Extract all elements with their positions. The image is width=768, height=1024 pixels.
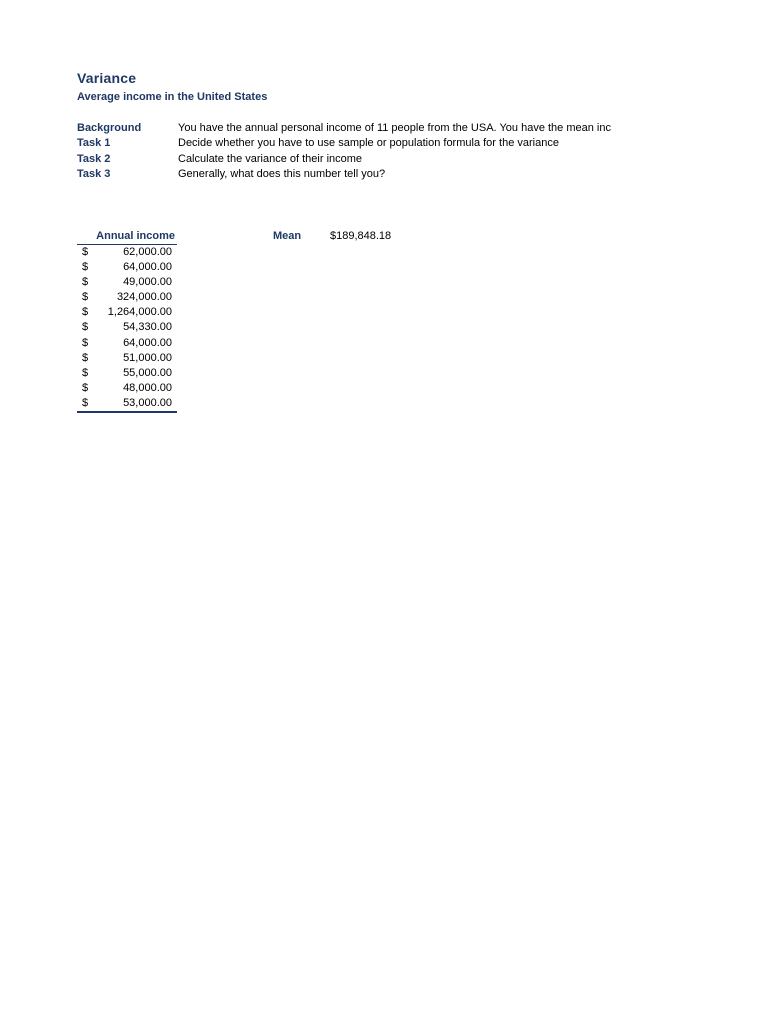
task-text: Generally, what does this number tell you? [178,168,386,180]
currency-symbol: $ [82,306,89,319]
income-amount: 324,000.00 [116,291,172,304]
income-amount: 55,000.00 [123,366,172,379]
income-row [77,336,177,351]
income-row [77,381,177,396]
income-amount: 51,000.00 [123,351,172,364]
currency-symbol: $ [82,291,89,304]
income-row [77,351,177,366]
income-amount: 64,000.00 [123,336,172,349]
income-row [77,245,177,260]
page-subtitle: Average income in the United States [77,91,268,103]
task-text: You have the annual personal income of 11 people from the USA. You have the mean inc [178,122,611,134]
currency-symbol: $ [82,276,89,289]
mean-value: $189,848.18 [330,230,392,242]
income-amount: 1,264,000.00 [107,306,172,319]
income-column-header [77,230,177,245]
task-label: Task 2 [77,153,111,165]
currency-symbol: $ [82,321,89,334]
income-amount: 48,000.00 [123,381,172,394]
income-row [77,366,177,381]
income-row [77,305,177,320]
page-title: Variance [77,70,137,86]
income-amount: 54,330.00 [123,321,172,334]
income-row [77,260,177,275]
currency-symbol: $ [82,261,89,274]
currency-symbol: $ [82,246,89,258]
currency-symbol: $ [82,381,89,394]
currency-symbol: $ [82,396,89,409]
task-text: Calculate the variance of their income [178,153,363,165]
income-row [77,290,177,305]
mean-label: Mean [273,230,302,242]
income-amount: 62,000.00 [123,246,172,258]
currency-symbol: $ [82,351,89,364]
income-amount: 53,000.00 [123,396,172,409]
task-label: Background [77,122,142,134]
income-list [77,245,177,413]
income-amount: 64,000.00 [123,261,172,274]
currency-symbol: $ [82,366,89,379]
task-text: Decide whether you have to use sample or population formula for the variance [178,137,559,149]
task-row-task-2 [77,153,637,168]
currency-symbol: $ [82,336,89,349]
task-row-task-3 [77,168,637,183]
task-label: Task 3 [77,168,111,180]
task-row-task-1 [77,137,637,152]
task-label: Task 1 [77,137,111,149]
income-row [77,320,177,335]
income-row [77,275,177,290]
income-row [77,396,177,413]
income-amount: 49,000.00 [123,276,172,289]
task-row-background [77,122,637,137]
income-header-label: Annual income [96,230,175,242]
